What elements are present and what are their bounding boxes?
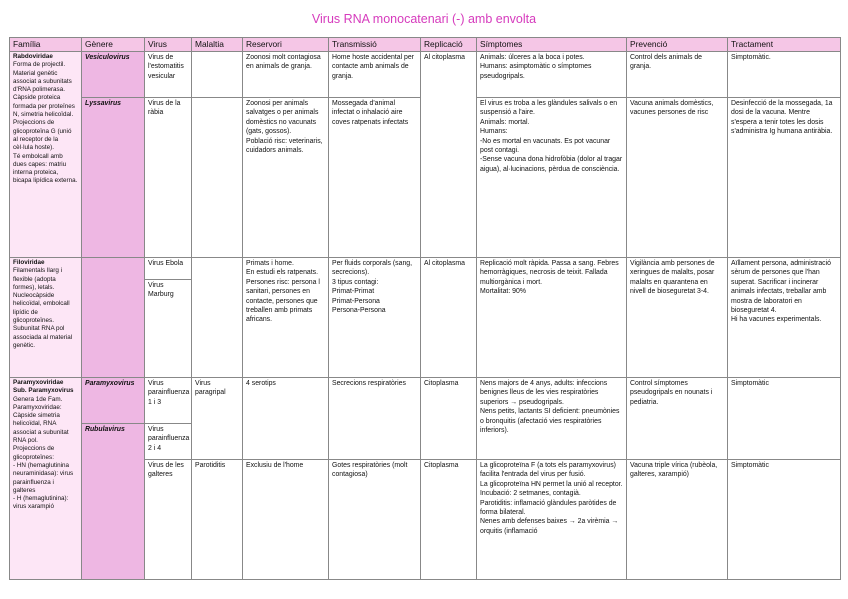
symptoms-cell: Nens majors de 4 anys, adults: infeccions benignes lleus de les vies respiratòries superiors → pseudogripals. Nens petits, lactants SI deficient: pneumònies o bronquitis (afectació vies respiratòries inferiors).: [477, 378, 627, 460]
virus-cell: Virus de les galteres: [145, 460, 192, 580]
replication-cell: Al citoplasma: [421, 52, 477, 258]
header-genere: Gènere: [82, 38, 145, 52]
symptoms-cell: Replicació molt ràpida. Passa a sang. Febres hemorràgiques, necrosis de teixit. Fallada multiorgànica i mort. Mortalitat: 90%: [477, 258, 627, 378]
genus-cell: [82, 258, 145, 378]
header-reservori: Reservori: [243, 38, 329, 52]
family-name: Paramyxoviridae Sub. Paramyxovirus: [13, 379, 74, 395]
reservoir-cell: 4 serotips: [243, 378, 329, 460]
prevention-cell: Vacuna animals domèstics, vacunes persones de risc: [627, 98, 728, 258]
virus-cell: Virus de la ràbia: [145, 98, 192, 258]
reservoir-cell: Primats i home. En estudi els ratpenats. Persones risc: persona l sanitari, persones en contacte, persones que treballen amb primats africans.: [243, 258, 329, 378]
reservoir-cell: Exclusiu de l'home: [243, 460, 329, 580]
disease-cell: [192, 98, 243, 258]
genus-cell: Rubulavirus: [82, 424, 145, 580]
header-tractament: Tractament: [728, 38, 841, 52]
replication-cell: Citoplasma: [421, 460, 477, 580]
table-row: [10, 378, 841, 424]
virus-cell: Virus de l'estomatitis vesicular: [145, 52, 192, 98]
virus-cell: Virus Ebola: [145, 258, 192, 280]
reservoir-cell: Zoonosi molt contagiosa en animals de granja.: [243, 52, 329, 98]
prevention-cell: Control dels animals de granja.: [627, 52, 728, 98]
family-desc: Forma de projectil. Material genètic associat a subunitats d'RNA polimerasa. Càpside proteica formada per proteïnes N, simetria helicoïdal. Projeccions de glicoproteïna G (unió al receptor de la cèl·lula hoste). Té embolcall amb dues capes: matriu interna proteica, bicapa lipídica externa.: [13, 61, 78, 185]
treatment-cell: Aïllament persona, administració sèrum de persones que l'han superat. Sacrificar i incinerar animals infectats, treballar amb mostra de laboratori en bioseguretat 4. Hi ha vacunes experimentals.: [728, 258, 841, 378]
virus-cell: Virus parainfluenza 1 i 3: [145, 378, 192, 424]
header-replicacio: Replicació: [421, 38, 477, 52]
virus-cell: Virus Marburg: [145, 280, 192, 378]
symptoms-cell: Animals: úlceres a la boca i potes. Humans: asimptomàtic o símptomes pseudogripals.: [477, 52, 627, 98]
disease-cell: Parotiditis: [192, 460, 243, 580]
prevention-cell: Vigilància amb persones de xeringues de malalts, posar malalts en quarantena en nivell de bioseguretat 3-4.: [627, 258, 728, 378]
prevention-cell: Vacuna triple vírica (rubèola, galteres, xarampió): [627, 460, 728, 580]
header-simptomes: Símptomes: [477, 38, 627, 52]
header-row: [10, 38, 841, 52]
reservoir-cell: Zoonosi per animals salvatges o per animals domèstics no vacunats (gats, gossos). Població risc: veterinaris, cuidadors animals.: [243, 98, 329, 258]
genus-cell: Lyssavirus: [82, 98, 145, 258]
disease-cell: [192, 52, 243, 98]
virus-table: [9, 37, 841, 580]
family-name: Filoviridae: [13, 259, 45, 266]
symptoms-cell: La glicoproteïna F (a tots els paramyxovirus) facilita l'entrada del virus per fusió. La glicoproteïna HN permet la unió al receptor. Incubació: 2 setmanes, contagià. Parotiditis: inflamació glàndules paròtides de forma bilateral. Nenes amb defenses baixes → 2a virèmia → orquitis (inflamació: [477, 460, 627, 580]
transmission-cell: Gotes respiratòries (molt contagiosa): [329, 460, 421, 580]
virus-cell: Virus parainfluenza 2 i 4: [145, 424, 192, 460]
family-name: Rabdoviridae: [13, 53, 53, 60]
treatment-cell: Simptomàtic: [728, 460, 841, 580]
symptoms-cell: El virus es troba a les glàndules salivals o en suspensió a l'aire. Animals: mortal. Humans: -No es mortal en vacunats. Es pot vacunar post contagi. -Sense vacuna dona hidrofòbia (dolor al tragar aigua), al·lucinacions, pèrdua de consciència.: [477, 98, 627, 258]
header-prevencio: Prevenció: [627, 38, 728, 52]
header-virus: Virus: [145, 38, 192, 52]
table-row: [10, 52, 841, 98]
page-title: Virus RNA monocatenari (-) amb envolta: [311, 12, 537, 26]
genus-cell: Vesiculovirus: [82, 52, 145, 98]
table-row: [10, 258, 841, 280]
header-transmissio: Transmissió: [329, 38, 421, 52]
transmission-cell: Secrecions respiratòries: [329, 378, 421, 460]
prevention-cell: Control símptomes pseudogripals en nounats i pediatria.: [627, 378, 728, 460]
treatment-cell: Desinfecció de la mossegada, 1a dosi de la vacuna. Mentre s'espera a tenir totes les dosis s'administra Ig humana antiràbia.: [728, 98, 841, 258]
transmission-cell: Home hoste accidental per contacte amb animals de granja.: [329, 52, 421, 98]
replication-cell: Al citoplasma: [421, 258, 477, 378]
treatment-cell: Simptomàtic: [728, 378, 841, 460]
family-cell-paramyxo: [10, 378, 82, 580]
disease-cell: [192, 258, 243, 378]
family-desc: Filamentals llarg i flexible (adopta formes), letals. Nucleocàpside helicoïdal, embolcall lipídic de glicoproteïnes. Subunitat RNA pol associada al material genètic.: [13, 267, 73, 349]
header-familia: Família: [10, 38, 82, 52]
family-cell-filo: [10, 258, 82, 378]
genus-cell: Paramyxovirus: [82, 378, 145, 424]
transmission-cell: Mossegada d'animal infectat o inhalació aire coves ratpenats infectats: [329, 98, 421, 258]
disease-cell: Virus paragripal: [192, 378, 243, 460]
treatment-cell: Simptomàtic.: [728, 52, 841, 98]
header-malaltia: Malaltia: [192, 38, 243, 52]
replication-cell: Citoplasma: [421, 378, 477, 460]
transmission-cell: Per fluids corporals (sang, secrecions). 3 tipus contagi: Primat-Primat Primat-Persona Persona-Persona: [329, 258, 421, 378]
family-cell-rhabdo: [10, 52, 82, 258]
family-desc: Genera 1de Fam. Paramyxoviridae: Càpside simetria helicoïdal, RNA associat a subunitat RNA pol. Projeccions de glicoproteïnes: - HN (hemaglutinina neuraminidasa): virus parainfluenza i galteres - H (hemaglutinina): virus xarampió: [13, 395, 74, 511]
